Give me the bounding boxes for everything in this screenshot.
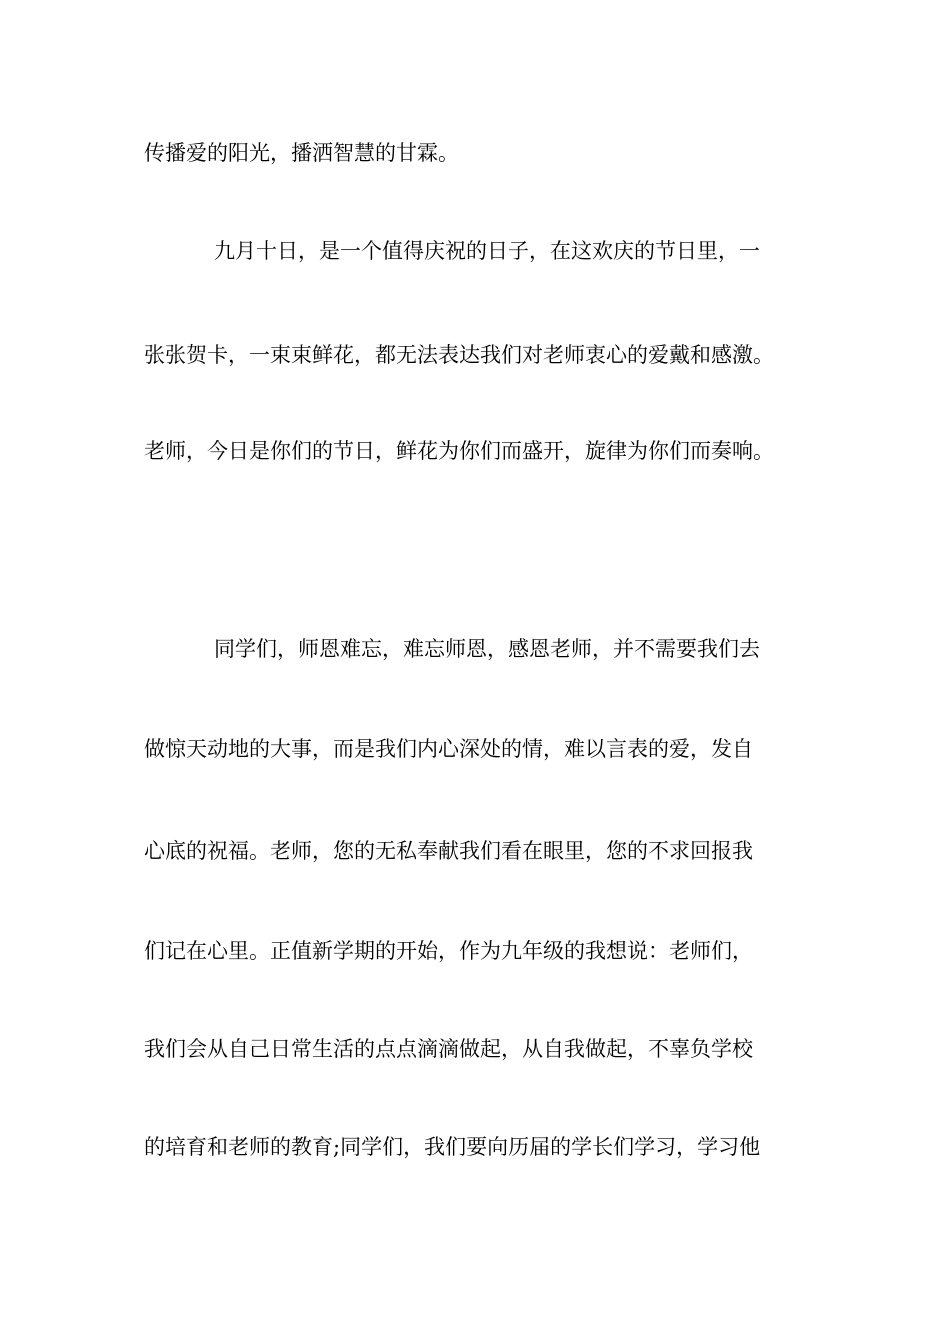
text-line: 我们会从自己日常生活的点点滴滴做起，从自我做起，不辜负学校 <box>144 1037 753 1061</box>
text-line: 张张贺卡，一束束鲜花，都无法表达我们对老师衷心的爱戴和感激。 <box>144 343 774 367</box>
text-line: 传播爱的阳光，播洒智慧的甘霖。 <box>144 141 459 165</box>
text-line: 们记在心里。正值新学期的开始，作为九年级的我想说：老师们， <box>144 939 753 963</box>
text-line: 的培育和老师的教育;同学们，我们要向历届的学长们学习，学习他 <box>144 1135 761 1159</box>
paragraph-first-line: 同学们，师恩难忘，难忘师恩，感恩老师，并不需要我们去 <box>214 637 760 661</box>
text-line: 老师，今日是你们的节日，鲜花为你们而盛开，旋律为你们而奏响。 <box>144 439 774 463</box>
text-line: 心底的祝福。老师，您的无私奉献我们看在眼里，您的不求回报我 <box>144 839 753 863</box>
paragraph-first-line: 九月十日，是一个值得庆祝的日子，在这欢庆的节日里，一 <box>214 239 760 263</box>
text-line: 做惊天动地的大事，而是我们内心深处的情，难以言表的爱，发自 <box>144 737 753 761</box>
